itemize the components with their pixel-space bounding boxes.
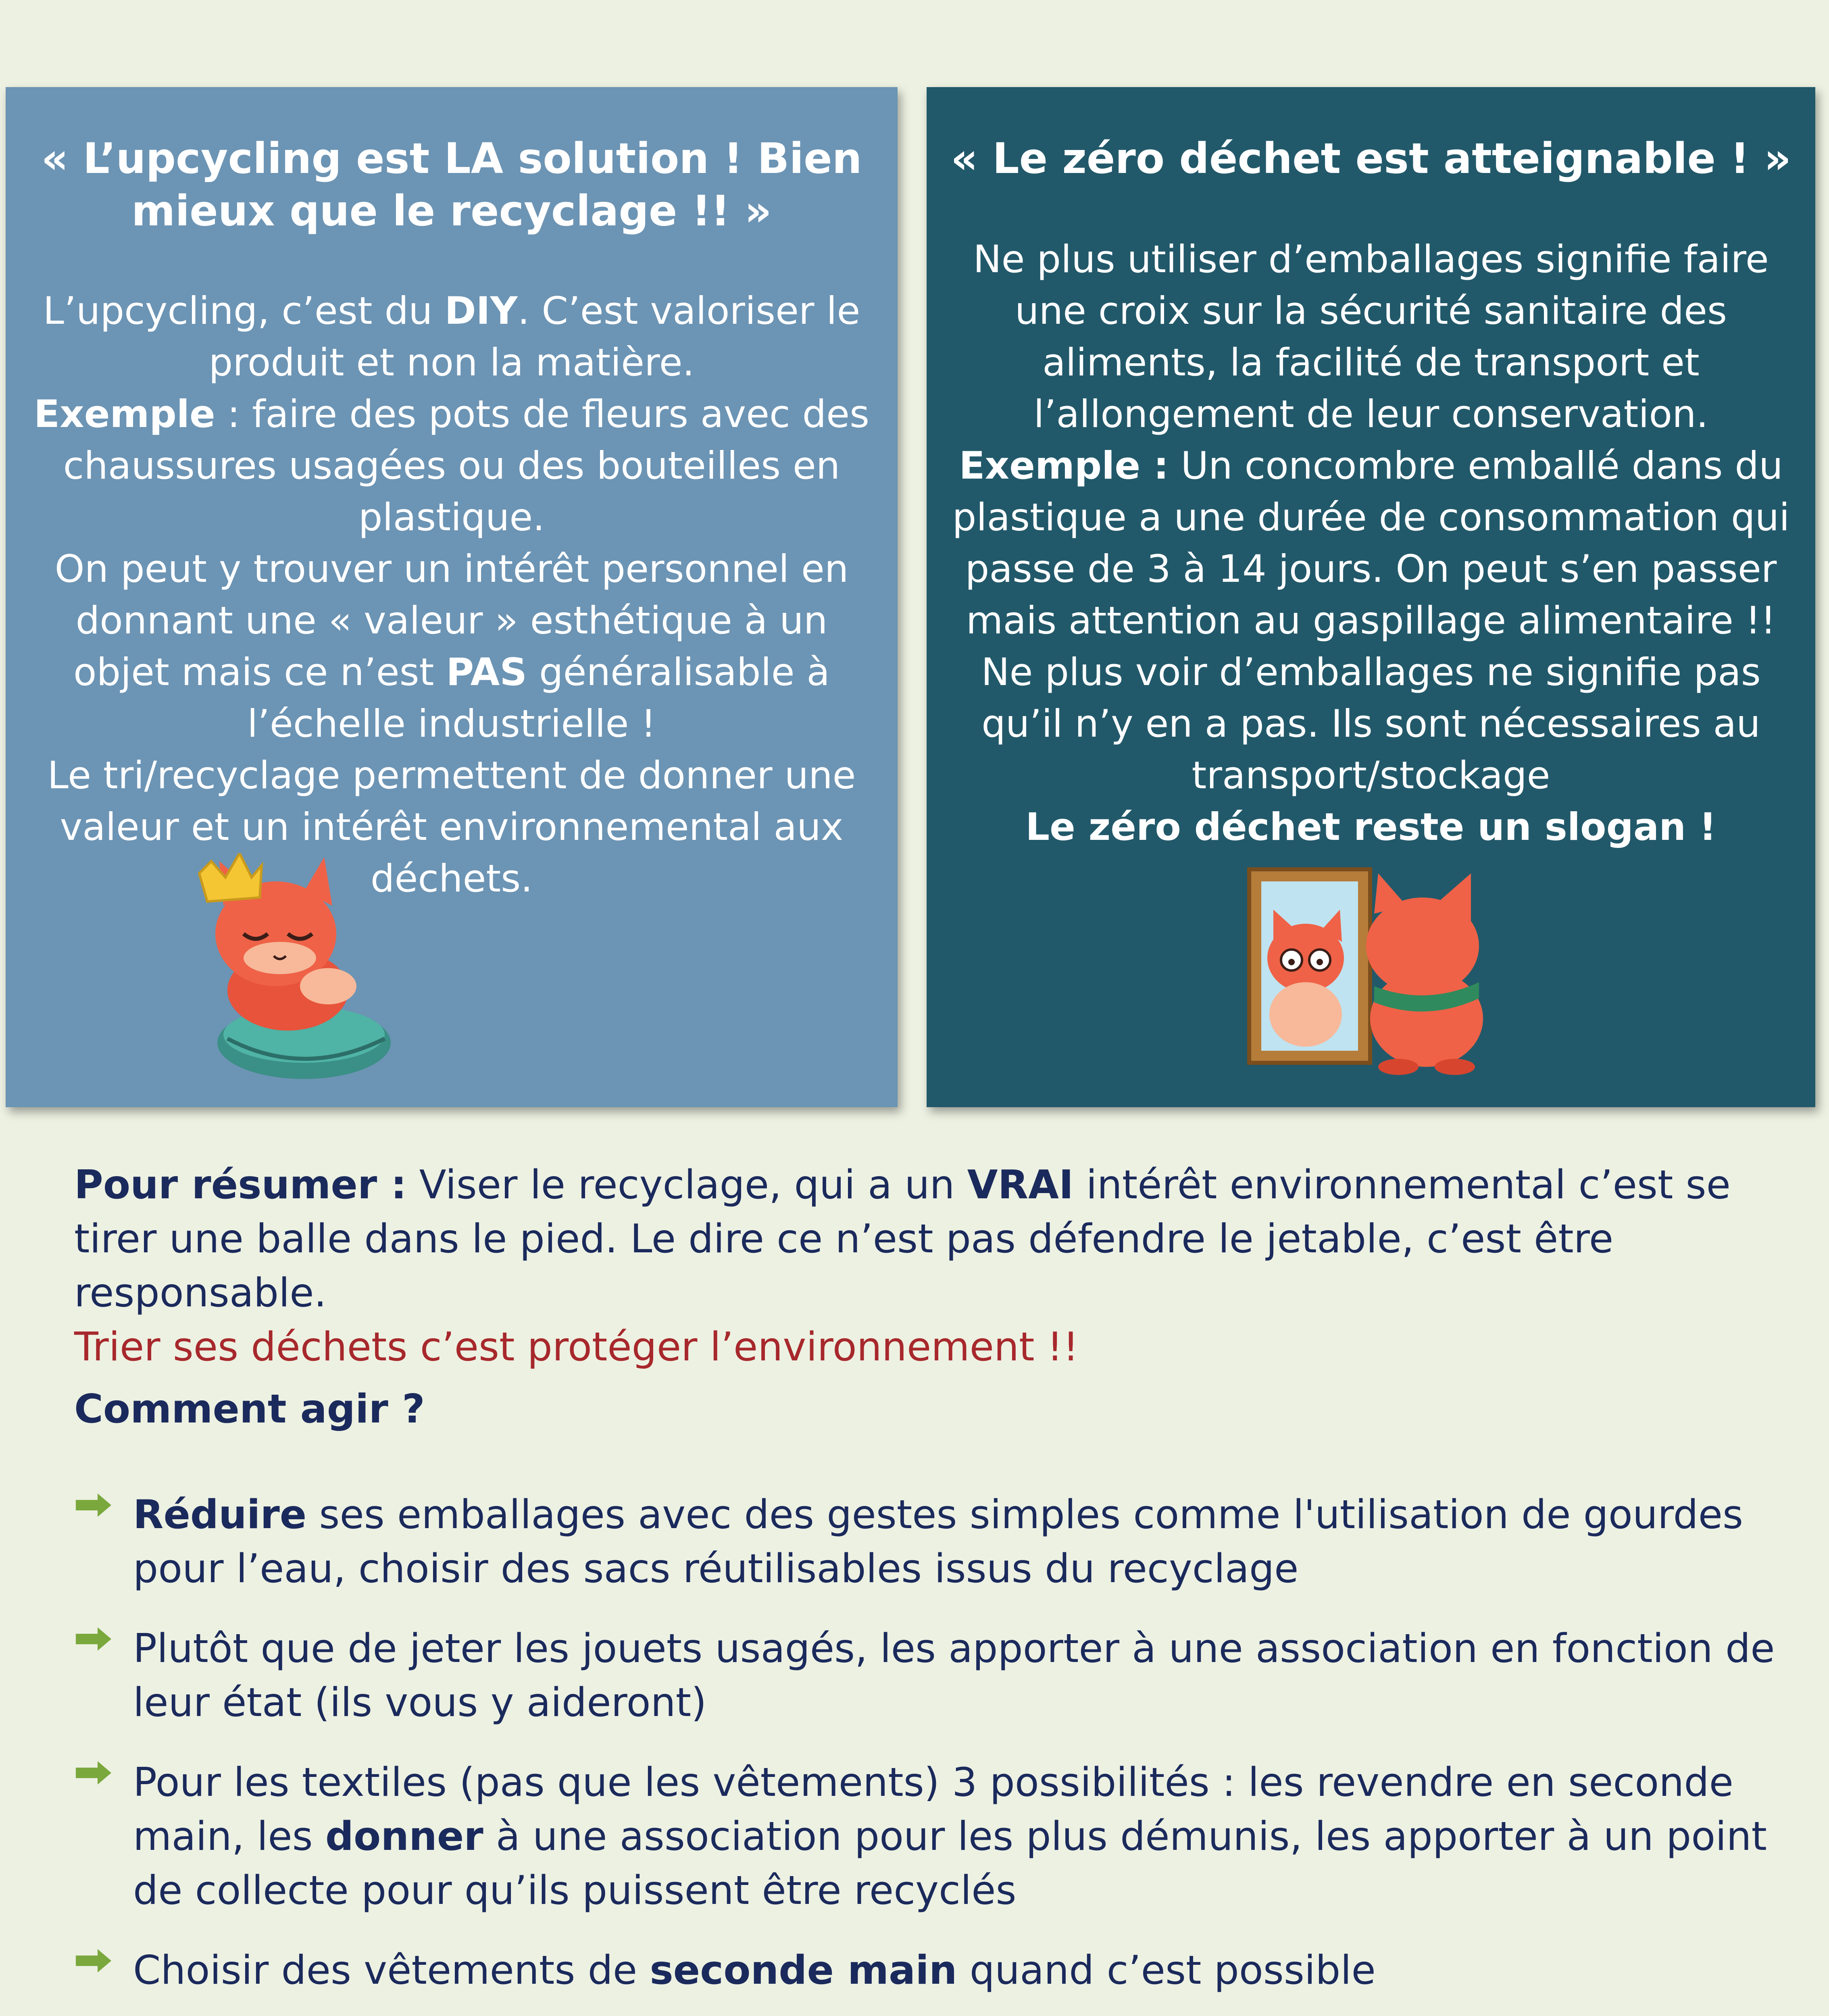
green-arrow-icon: [74, 1947, 113, 1975]
list-item: Réduire ses emballages avec des gestes simples comme l'utilisation de gourdes pour l’eau, choisir des sacs réutilisables issus du recyclage: [74, 1488, 1780, 1596]
howto-title: Comment agir ?: [74, 1386, 425, 1432]
list-item: Choisir des vêtements de seconde main quand c’est possible: [74, 1943, 1780, 1997]
upcycling-p2: On peut y trouver un intérêt personnel en donnant une « valeur » esthétique à un objet mais ce n’est PAS généralisable à l’échelle industrielle !: [54, 547, 849, 746]
green-arrow-icon: [74, 1491, 113, 1519]
cat-mirror-icon: [1245, 865, 1495, 1075]
list-item: Plutôt que de jeter les jouets usagés, les apporter à une association en fonction de leur état (ils vous y aideront): [74, 1622, 1780, 1730]
summary-paragraph: Pour résumer : Viser le recyclage, qui a un VRAI intérêt environnemental c’est se tirer une balle dans le pied. Le dire ce n’est pas défendre le jetable, c’est être responsable. Trier ses déchets c’est protéger l’environnement !!: [74, 1158, 1768, 1374]
zero-waste-p2: Ne plus voir d’emballages ne signifie pas qu’il n’y en a pas. Ils sont nécessaires au transport/stockage: [981, 650, 1761, 798]
zero-waste-card-body: [943, 234, 1799, 853]
zero-waste-card: [927, 87, 1815, 1107]
upcycling-example: Exemple : faire des pots de fleurs avec des chaussures usagées ou des bouteilles en plastique.: [33, 392, 870, 539]
zero-waste-card-title: « Le zéro déchet est atteignable ! »: [950, 134, 1791, 183]
zero-waste-p1: Ne plus utiliser d’emballages signifie faire une croix sur la sécurité sanitaire des aliments, la facilité de transport et l’allongement de leur conservation.: [973, 237, 1769, 436]
summary-highlight: Trier ses déchets c’est protéger l’environnement !!: [74, 1324, 1079, 1370]
upcycling-p1: L’upcycling, c’est du DIY. C’est valoriser le produit et non la matière.: [43, 289, 860, 385]
action-list: [74, 1488, 1780, 2016]
list-item: Pour les textiles (pas que les vêtements) 3 possibilités : les revendre en seconde main, les donner à une association pour les plus démunis, les apporter à un point de collecte pour qu’ils puissent être recyclés: [74, 1756, 1780, 1918]
upcycling-card-title: « L’upcycling est LA solution ! Bien mieux que le recyclage !! »: [41, 134, 862, 235]
zero-waste-p3: Le zéro déchet reste un slogan !: [1025, 805, 1717, 849]
zero-waste-example: Exemple : Un concombre emballé dans du plastique a une durée de consommation qui passe de 3 à 14 jours. On peut s’en passer mais attention au gaspillage alimentaire !!: [952, 444, 1790, 643]
upcycling-card-body: [22, 285, 881, 905]
cat-sleeping-crown-icon: [183, 853, 409, 1087]
green-arrow-icon: [74, 1625, 113, 1653]
upcycling-p3: Le tri/recyclage permettent de donner une valeur et un intérêt environnemental aux déchets.: [47, 754, 856, 901]
green-arrow-icon: [74, 1759, 113, 1787]
upcycling-card: [6, 87, 898, 1107]
